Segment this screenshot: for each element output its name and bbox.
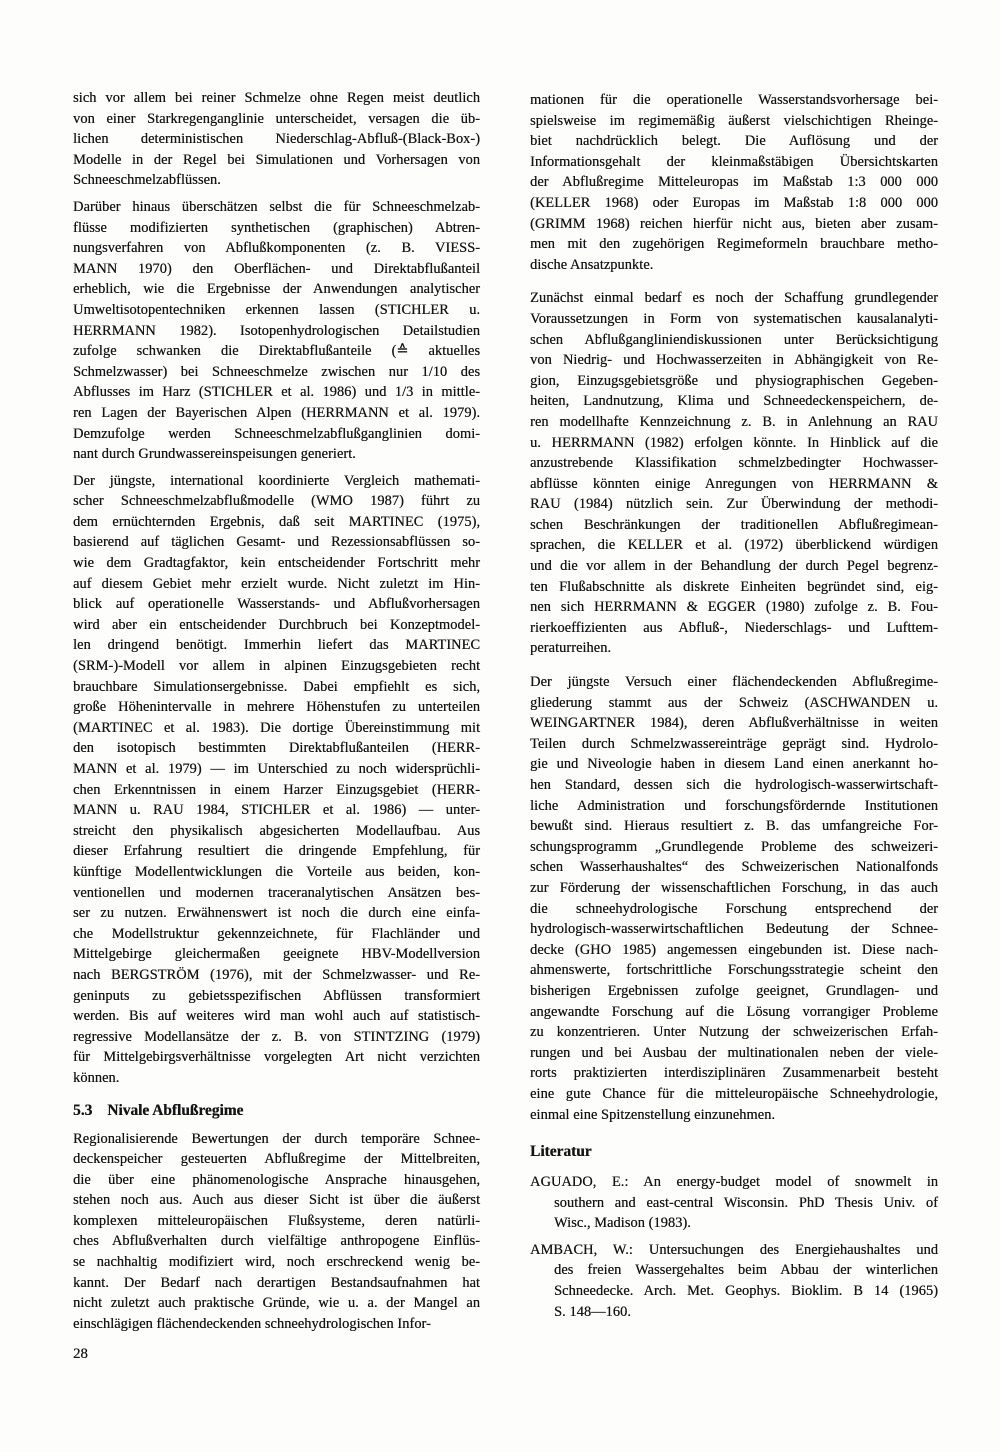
text-line: komplexen mitteleuropäischen Flußsysteme, deren natürli-	[73, 1212, 480, 1229]
text-line: bewußt sind. Hieraus resultiert z. B. das umfangreiche For-	[530, 818, 938, 835]
text-line: anzustrebende Klassifikation schmelzbedingter Hochwasser-	[530, 455, 938, 472]
text-line: Schneedecke. Arch. Met. Geophys. Bioklim. B 14 (1965)	[554, 1283, 938, 1300]
text-line: hen Standard, dessen sich die hydrologisch-wasserwirtschaft-	[530, 777, 938, 793]
text-line: gion, Einzugsgebietsgröße und physiographischen Gegeben-	[530, 372, 938, 389]
text-line: bisherigen Ergebnissen zufolge geeignet, Grundlagen- und	[530, 982, 938, 999]
text-line: MANN et al. 1979) — im Unterschied zu noch widersprüchli-	[73, 761, 480, 777]
text-line: Regionalisierende Bewertungen der durch temporäre Schnee-	[73, 1130, 480, 1147]
text-line: nen sich HERRMANN & EGGER (1980) zufolge z. B. Fou-	[530, 599, 938, 616]
text-line: Abflusses im Harz (STICHLER et al. 1986) und 1/3 in mittle-	[73, 384, 480, 401]
text-line: kannt. Der Bedarf nach derartigen Bestandsaufnahmen hat	[73, 1274, 480, 1291]
text-line: Darüber hinaus überschätzen selbst die für Schneeschmelzab-	[73, 198, 480, 215]
text-line: dieser Erfahrung resultiert die dringende Empfehlung, für	[73, 843, 480, 860]
text-line: AGUADO, E.: An energy-budget model of snowmelt in	[530, 1174, 938, 1191]
text-line: biet nachdrücklich belegt. Die Auflösung und der	[530, 133, 938, 150]
text-line: eine gute Chance für die mitteleuropäische Schneehydrologie,	[530, 1085, 938, 1102]
text-line: der Abflußregime Mitteleuropas im Maßstab 1:3 000 000	[530, 174, 938, 191]
section-heading	[530, 1142, 938, 1162]
text-line: dische Ansatzpunkte.	[530, 256, 654, 273]
text-line: den isotopisch bestimmten Direktabflußanteilen (HERR-	[73, 740, 480, 757]
text-line: schen Beschränkungen der traditionellen Abflußregimean-	[530, 516, 938, 533]
text-line: sprachen, die KELLER et al. (1972) überblickend würdigen	[530, 537, 938, 554]
text-line: schungsprogramm „Grundlegende Probleme des schweizeri-	[530, 838, 938, 855]
heading-text: Literatur	[530, 1143, 592, 1161]
text-line: liche Administration und forschungsfördernde Institutionen	[530, 797, 938, 814]
text-line: einmal eine Spitzenstellung einzunehmen.	[530, 1106, 775, 1123]
text-line: und die vor allem in der Behandlung der durch Pegel begrenz-	[530, 558, 938, 575]
reference-entry	[530, 1172, 938, 1234]
text-line: ren Lagen der Bayerischen Alpen (HERRMANN et al. 1979).	[73, 404, 480, 421]
text-line: blick auf operationelle Wasserstands- und Abflußvorhersagen	[73, 596, 480, 613]
text-line: geninputs zu gebietsspezifischen Abflüssen transformiert	[73, 987, 480, 1004]
text-line: men mit den zugehörigen Regimeformeln brauchbare metho-	[530, 236, 938, 253]
text-line: werden. Bis auf weiteres wird man wohl auch auf statistisch-	[73, 1008, 480, 1025]
text-line: von einer Starkregenganglinie unterscheidet, versagen die üb-	[73, 110, 480, 127]
text-line: ahmenswerte, fortschrittliche Forschungsstrategie scheint den	[530, 962, 938, 979]
text-line: scher Schneeschmelzabflußmodelle (WMO 1987) führt zu	[73, 493, 480, 510]
text-line: dem ernüchternden Ergebnis, daß seit MARTINEC (1975),	[73, 513, 480, 530]
text-line: Der jüngste, international koordinierte Vergleich mathemati-	[73, 472, 480, 489]
text-line: die über eine phänomenologische Ansprache hinausgehen,	[73, 1171, 480, 1188]
text-line: peraturreihen.	[530, 640, 612, 657]
paragraph	[73, 197, 480, 465]
text-line: rungen und bei Ausbau der multinationalen neben der viele-	[530, 1044, 938, 1061]
text-line: des freien Wassergehaltes beim Abbau der winterlichen	[554, 1262, 938, 1279]
text-line: wird aber ein entscheidender Durchbruch bei Konzeptmodel-	[73, 616, 480, 633]
text-line: (SRM-)-Modell vor allem in alpinen Einzugsgebieten recht	[73, 658, 480, 675]
text-line: Demzufolge werden Schneeschmelzabflußganglinien domi-	[73, 425, 480, 442]
text-line: basierend auf täglichen Gesamt- und Rezessionsabflüssen so-	[73, 534, 480, 551]
paragraph	[73, 471, 480, 1089]
text-line: streicht den physikalisch abgesicherten Modellaufbau. Aus	[73, 822, 480, 839]
text-line: Informationsgehalt der kleinmaßstäbigen Übersichtskarten	[530, 153, 938, 170]
text-line: Wisc., Madison (1983).	[554, 1215, 691, 1232]
reference-entry	[530, 1240, 938, 1322]
text-line: HERRMANN 1982). Isotopenhydrologischen Detailstudien	[73, 322, 480, 339]
text-line: zur Förderung der wissenschaftlichen Forschung, in das auch	[530, 879, 938, 896]
text-line: nungsverfahren von Abflußkomponenten (z. B. VIESS-	[73, 240, 480, 257]
text-line: zu konzentrieren. Unter Nutzung der schweizerischen Erfah-	[530, 1024, 938, 1041]
text-line: len dringend benötigt. Immerhin liefert das MARTINEC	[73, 637, 480, 654]
page-number: 28	[73, 1346, 88, 1362]
text-line: Schneeschmelzabflüssen.	[73, 172, 221, 189]
text-line: deckenspeicher gesteuerten Abflußregime der Mittelbreiten,	[73, 1151, 480, 1168]
text-line: ventionellen und modernen traceranalytischen Ansätzen bes-	[73, 884, 480, 901]
text-line: hydrologisch-wasserwirtschaftlichen Bedeutung der Schnee-	[530, 921, 938, 938]
text-line: die schneehydrologische Forschung entsprechend der	[530, 900, 938, 917]
text-line: MANN u. RAU 1984, STICHLER et al. 1986) — unter-	[73, 802, 480, 819]
text-line: rierkoeffizienten aus Abfluß-, Niederschlags- und Lufttem-	[530, 619, 938, 636]
text-line: Voraussetzungen in Form von systematischen kausalanalyti-	[530, 310, 938, 327]
text-line: künftige Modellentwicklungen die Vorteile aus beiden, kon-	[73, 863, 480, 880]
text-line: Zunächst einmal bedarf es noch der Schaffung grundlegender	[530, 290, 938, 307]
text-line: stehen noch aus. Auch aus dieser Sicht ist über die äußerst	[73, 1192, 480, 1209]
text-line: AMBACH, W.: Untersuchungen des Energiehaushaltes und	[530, 1241, 938, 1258]
text-line: gliederung stammt aus der Schweiz (ASCHWANDEN u.	[530, 694, 938, 711]
text-line: flüsse modifizierten synthetischen (graphischen) Abtren-	[73, 219, 480, 236]
text-line: angewandte Forschung auf die Lösung vorrangiger Probleme	[530, 1003, 938, 1020]
section-heading	[73, 1101, 480, 1121]
paragraph	[530, 288, 938, 659]
text-line: (GRIMM 1968) reichen hierfür nicht aus, bieten aber zusam-	[530, 215, 938, 232]
text-line: nach BERGSTRÖM (1976), mit der Schmelzwasser- und Re-	[73, 966, 480, 983]
text-line: rorts praktizierten interdisziplinären Zusammenarbeit besteht	[530, 1065, 938, 1082]
text-line: (MARTINEC et al. 1983). Die dortige Übereinstimmung mit	[73, 719, 480, 736]
text-line: nicht zuletzt auch praktische Gründe, wie u. a. der Mangel an	[73, 1295, 480, 1312]
text-line: se nachhaltig modifiziert wird, noch erschreckend wenig be-	[73, 1254, 480, 1271]
text-line: Mittelgebirge gleichermaßen geeignete HBV-Modellversion	[73, 946, 480, 963]
text-line: southern and east-central Wisconsin. PhD Thesis Univ. of	[554, 1194, 938, 1211]
text-line: lichen deterministischen Niederschlag-Abfluß-(Black-Box-)	[73, 131, 480, 148]
text-line: ten Flußabschnitte als diskrete Einheiten begründet sind, eig-	[530, 578, 938, 595]
paragraph	[73, 88, 480, 191]
paragraph	[530, 90, 938, 275]
text-line: heiten, Landnutzung, Klima und Schneedeckenspeichern, de-	[530, 393, 938, 410]
text-line: chen Erkenntnissen in einem Harzer Einzugsgebiet (HERR-	[73, 781, 480, 798]
text-line: regressive Modellansätze der z. B. von STINTZING (1979)	[73, 1028, 480, 1045]
text-line: können.	[73, 1069, 120, 1086]
text-line: für Mittelgebirgsverhältnisse vorgelegten Art nicht verzichten	[73, 1049, 480, 1066]
text-line: ser zu nutzen. Erwähnenswert ist noch die durch eine einfa-	[73, 905, 480, 922]
paragraph	[530, 672, 938, 1125]
text-line: RAU (1984) nützlich sein. Zur Überwindung der methodi-	[530, 496, 938, 513]
text-line: sich vor allem bei reiner Schmelze ohne Regen meist deutlich	[73, 90, 480, 106]
text-line: (KELLER 1968) oder Europas im Maßstab 1:8 000 000	[530, 194, 938, 211]
text-line: ren modellhafte Kennzeichnung z. B. in Anlehnung an RAU	[530, 413, 938, 430]
text-line: von Niedrig- und Hochwasserzeiten in Abhängigkeit von Re-	[530, 352, 938, 369]
text-line: ches Abflußverhalten durch vielfältige anthropogene Einflüs-	[73, 1233, 480, 1250]
text-line: Der jüngste Versuch einer flächendeckenden Abflußregime-	[530, 674, 938, 691]
text-line: einschlägigen flächendeckenden schneehydrologischen Infor-	[73, 1315, 431, 1332]
text-line: u. HERRMANN (1982) erfolgen könnte. In Hinblick auf die	[530, 434, 938, 451]
text-line: erheblich, wie die Ergebnisse der Anwendungen analytischer	[73, 281, 480, 298]
heading-text: Nivale Abflußregime	[107, 1101, 244, 1119]
text-line: wie dem Gradtagfaktor, kein entscheidender Fortschritt mehr	[73, 555, 480, 572]
text-line: abflüsse könnten einige Anregungen von HERRMANN &	[530, 475, 938, 492]
right-column	[530, 90, 938, 1328]
text-line: WEINGARTNER 1984), deren Abflußverhältnisse in weiten	[530, 715, 938, 732]
text-line: schen Abflußgangliniendiskussionen unter Berücksichtigung	[530, 331, 938, 348]
text-line: MANN 1970) den Oberflächen- und Direktabflußanteil	[73, 260, 480, 277]
text-line: S. 148—160.	[554, 1303, 631, 1320]
text-line: Schmelzwasser) bei Schneeschmelze zwischen nur 1/10 des	[73, 363, 480, 380]
text-line: Teilen durch Schmelzwassereinträge geprägt sind. Hydrolo-	[530, 735, 938, 752]
paragraph	[73, 1129, 480, 1335]
text-line: zufolge schwanken die Direktabflußanteile (≙ aktuelles	[73, 343, 480, 360]
left-column	[73, 88, 480, 1340]
text-line: große Höhenintervalle in mehrere Höhenstufen zu unterteilen	[73, 699, 480, 716]
text-line: gie und Niveologie haben in diesem Land einen anerkannt ho-	[530, 756, 938, 773]
text-line: mationen für die operationelle Wasserstandsvorhersage bei-	[530, 92, 938, 108]
text-line: schen Wasserhaushaltes“ des Schweizerischen Nationalfonds	[530, 859, 938, 876]
text-line: Modelle in der Regel bei Simulationen und Vorhersagen von	[73, 151, 480, 168]
text-line: Umweltisotopentechniken erkennen lassen (STICHLER u.	[73, 301, 480, 318]
text-line: spielsweise im regimemäßig äußerst vielschichtigen Rheinge-	[530, 112, 938, 129]
heading-number: 5.3	[73, 1101, 93, 1119]
text-line: auf diesem Gebiet mehr erzielt wurde. Nicht zuletzt im Hin-	[73, 575, 480, 592]
text-line: nant durch Grundwassereinspeisungen generiert.	[73, 446, 356, 463]
text-line: decke (GHO 1985) angemessen eingebunden ist. Diese nach-	[530, 941, 938, 958]
text-line: che Modellstruktur gekennzeichnete, für Flachländer und	[73, 925, 480, 942]
text-line: brauchbare Simulationsergebnisse. Dabei empfiehlt es sich,	[73, 678, 480, 695]
